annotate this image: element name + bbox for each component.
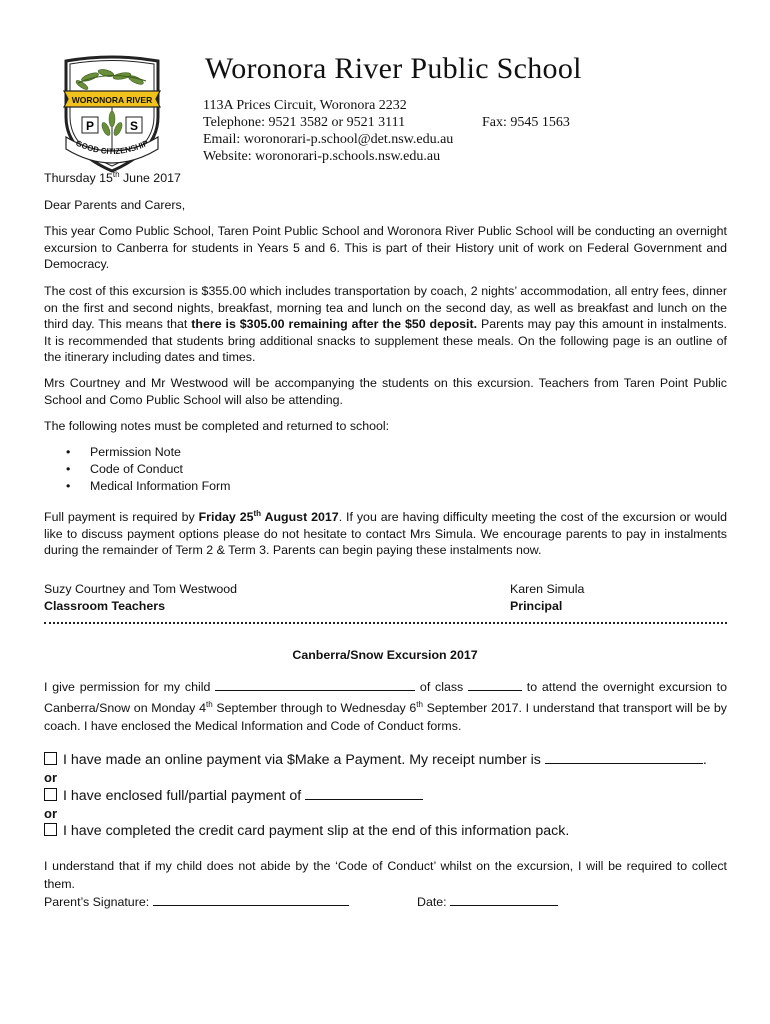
option-enclosed-payment: I have enclosed full/partial payment of: [44, 787, 423, 805]
letter-date: Thursday 15th June 2017: [44, 170, 181, 186]
option-credit-card: I have completed the credit card payment slip at the end of this information pack.: [44, 822, 569, 840]
credit-card-checkbox[interactable]: [44, 823, 57, 836]
class-field[interactable]: [468, 678, 522, 691]
paragraph-staff: Mrs Courtney and Mr Westwood will be accompanying the students on this excursion. Teachers from Taren Point Public School and Como Public School will also be attending.: [44, 376, 727, 407]
teachers-title: Classroom Teachers: [44, 599, 165, 613]
paragraph-intro: This year Como Public School, Taren Point Public School and Woronora River Public School will be conducting an overnight excursion to Canberra for students in Years 5 and 6. This is part of their History unit of work on Federal Government and Democracy.: [44, 224, 727, 272]
school-telephone: Telephone: 9521 3582 or 9521 3111: [203, 115, 406, 130]
permission-statement: I give permission for my child of class to attend the overnight excursion to Canberra/Snow on Monday 4th September through to Wednesday 6th September 2017. I understand that transport will be by coach. I have enclosed the Medical Information and Code of Conduct forms.: [44, 680, 728, 734]
cut-line-divider: [44, 622, 727, 624]
enclosed-payment-checkbox[interactable]: [44, 788, 57, 801]
principal-name: Karen Simula: [510, 582, 585, 596]
logo-banner-text: WORONORA RIVER: [71, 95, 153, 105]
paragraph-notes-intro: The following notes must be completed and returned to school:: [44, 419, 390, 433]
school-fax: Fax: 9545 1563: [482, 115, 570, 130]
school-email: Email: woronorari-p.school@det.nsw.edu.au: [203, 132, 454, 147]
school-logo: [60, 55, 164, 177]
parent-signature-field[interactable]: [153, 893, 349, 906]
list-item: • Permission Note: [66, 444, 230, 461]
salutation: Dear Parents and Carers,: [44, 198, 186, 212]
school-address: 113A Prices Circuit, Woronora 2232: [203, 98, 407, 113]
school-website: Website: woronorari-p.schools.nsw.edu.au: [203, 149, 441, 164]
or-label: or: [44, 770, 57, 785]
paragraph-cost: The cost of this excursion is $355.00 which includes transportation by coach, 2 nights’ accommodation, all entry fees, dinner on the first and second nights, breakfast, morning tea and lunch on the second day, as well as breakfast and lunch on the third day. This means that there is $305.00 remaining after the $50 deposit. Parents may pay this amount in instalments. It is recommended that students bring additional snacks to supplement these meals. On the following page is an outline of the itinerary including dates and times.: [44, 284, 727, 365]
receipt-number-field[interactable]: [545, 751, 703, 764]
logo-right-letter: S: [129, 119, 139, 133]
principal-title: Principal: [510, 599, 563, 613]
list-item: • Code of Conduct: [66, 461, 230, 478]
list-item: • Medical Information Form: [66, 478, 230, 495]
logo-motto: GOOD CITIZENSHIP: [74, 138, 150, 157]
notes-list: [66, 444, 230, 495]
option-online-payment: I have made an online payment via $Make a Payment. My receipt number is .: [44, 751, 707, 769]
date-field[interactable]: [450, 893, 558, 906]
logo-left-letter: P: [85, 119, 95, 133]
form-title: Canberra/Snow Excursion 2017: [292, 648, 478, 662]
school-name: Woronora River Public School: [205, 52, 582, 85]
signature-line: Parent’s Signature:: [44, 893, 349, 909]
date-line: Date:: [417, 893, 558, 909]
conduct-statement: I understand that if my child does not abide by the ‘Code of Conduct’ whilst on the excursion, I will be required to collect them.: [44, 859, 727, 891]
teachers-names: Suzy Courtney and Tom Westwood: [44, 582, 238, 596]
child-name-field[interactable]: [215, 678, 415, 691]
or-label: or: [44, 806, 57, 821]
paragraph-payment: Full payment is required by Friday 25th August 2017. If you are having difficulty meeting the cost of the excursion or would like to discuss payment options please do not hesitate to contact Mrs Simula. We encourage parents to pay in instalments during the remainder of Term 2 & Term 3. Parents can begin paying these instalments now.: [44, 509, 727, 558]
payment-amount-field[interactable]: [305, 787, 423, 800]
school-crest-icon: [60, 55, 164, 177]
online-payment-checkbox[interactable]: [44, 752, 57, 765]
